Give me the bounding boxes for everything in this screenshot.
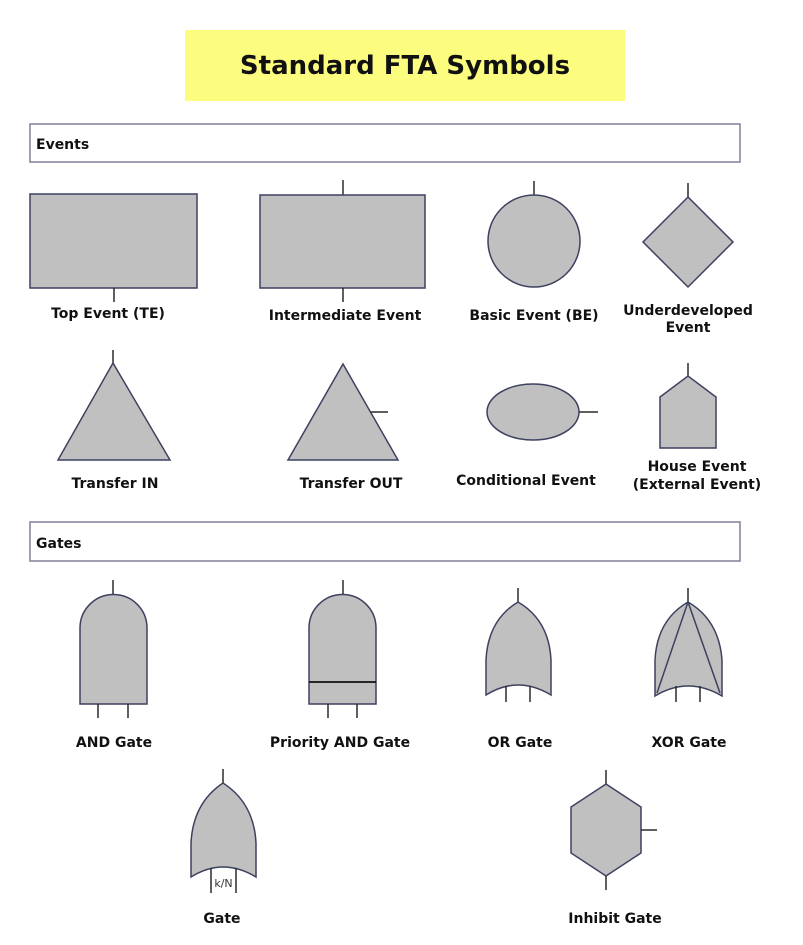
kn-gate-symbol-text: k/N xyxy=(214,877,233,890)
transfer-out-label: Transfer OUT xyxy=(299,476,403,492)
gates-header-label: Gates xyxy=(36,536,82,552)
inhibit-gate-symbol xyxy=(568,770,661,927)
kn-gate-label: Gate xyxy=(203,911,241,927)
underdeveloped-event-symbol xyxy=(623,183,753,336)
transfer-in-triangle xyxy=(58,363,170,460)
conditional-event-ellipse xyxy=(487,384,579,440)
house-event-label-line2: (External Event) xyxy=(632,477,762,493)
conditional-event-label: Conditional Event xyxy=(456,473,596,489)
events-header-label: Events xyxy=(36,137,90,153)
priority-and-gate-shape xyxy=(309,594,376,704)
xor-gate-shape xyxy=(655,602,722,696)
conditional-event-symbol xyxy=(456,384,598,489)
intermediate-event-rectangle xyxy=(260,195,425,288)
events-section-header xyxy=(30,124,740,162)
gates-header-box xyxy=(30,522,740,561)
events-header-box xyxy=(30,124,740,162)
top-event-rectangle xyxy=(30,194,197,288)
or-gate-label: OR Gate xyxy=(487,735,553,751)
inhibit-gate-hexagon xyxy=(571,784,641,876)
priority-and-gate-symbol xyxy=(270,580,410,751)
house-event-label-line1: House Event xyxy=(647,459,747,475)
and-gate-label: AND Gate xyxy=(75,735,153,751)
and-gate-shape xyxy=(80,594,147,704)
top-event-symbol xyxy=(30,194,197,322)
or-gate-symbol xyxy=(486,588,552,751)
gates-section-header xyxy=(30,522,740,561)
basic-event-symbol xyxy=(469,181,598,324)
transfer-out-symbol xyxy=(288,364,403,492)
transfer-in-label: Transfer IN xyxy=(71,476,159,492)
transfer-in-symbol xyxy=(58,350,170,492)
basic-event-circle xyxy=(488,195,580,287)
xor-gate-symbol xyxy=(652,588,727,751)
house-event-symbol xyxy=(633,363,761,493)
intermediate-event-symbol xyxy=(260,180,425,324)
top-event-label: Top Event (TE) xyxy=(51,306,165,322)
inhibit-gate-label: Inhibit Gate xyxy=(568,911,662,927)
and-gate-symbol xyxy=(76,580,152,751)
priority-and-gate-label: Priority AND Gate xyxy=(269,735,411,751)
underdeveloped-event-label-line1: Underdeveloped xyxy=(623,303,753,319)
kn-gate-shape xyxy=(191,783,256,877)
house-event-pentagon xyxy=(660,376,716,448)
page-title: Standard FTA Symbols xyxy=(239,51,571,81)
kn-gate-symbol xyxy=(191,769,256,927)
underdeveloped-event-diamond xyxy=(643,197,733,287)
intermediate-event-label: Intermediate Event xyxy=(268,308,422,324)
or-gate-shape xyxy=(486,602,551,695)
basic-event-label: Basic Event (BE) xyxy=(469,308,599,324)
xor-gate-label: XOR Gate xyxy=(651,735,727,751)
underdeveloped-event-label-line2: Event xyxy=(665,320,711,336)
title-banner xyxy=(185,30,625,101)
